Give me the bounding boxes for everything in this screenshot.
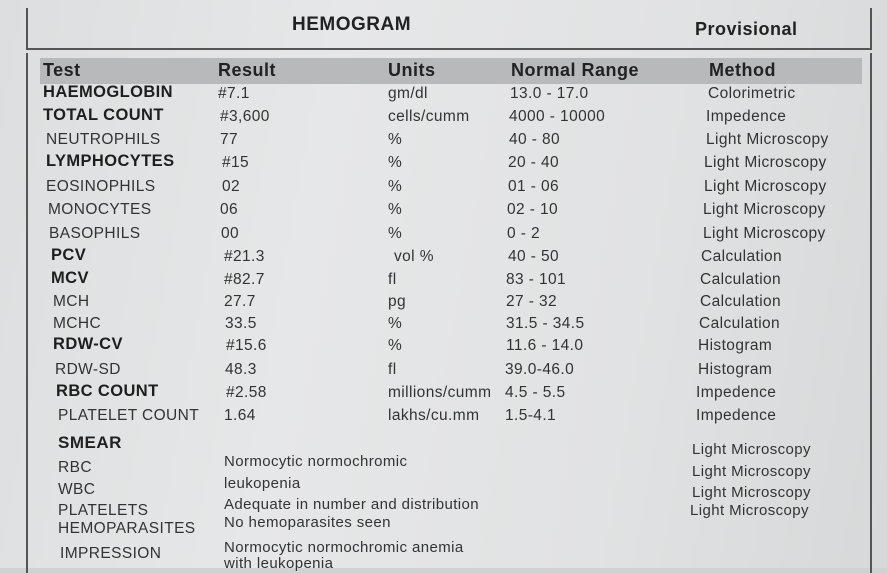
row-units: % — [388, 154, 403, 171]
row-result: 1.64 — [224, 407, 256, 424]
row-result: #21.3 — [224, 248, 265, 265]
row-units: cells/cumm — [388, 108, 470, 125]
row-method: Histogram — [698, 361, 773, 378]
row-units: millions/cumm — [388, 384, 492, 401]
row-result: #82.7 — [224, 271, 265, 288]
row-units: % — [388, 315, 403, 332]
row-method: Impedence — [696, 384, 777, 401]
row-units: gm/dl — [388, 85, 428, 102]
row-result: 48.3 — [225, 361, 257, 378]
row-units: fl — [388, 361, 397, 378]
col-result: Result — [218, 60, 277, 80]
row-method: Calculation — [700, 271, 782, 288]
smear-value: No hemoparasites seen — [224, 514, 391, 531]
row-test: EOSINOPHILS — [46, 178, 156, 195]
row-test: RBC COUNT — [56, 382, 159, 400]
row-result: 33.5 — [225, 315, 257, 332]
row-test: BASOPHILS — [49, 225, 141, 242]
smear-method: Light Microscopy — [692, 484, 811, 501]
row-units: pg — [388, 293, 407, 310]
row-range: 40 - 80 — [509, 131, 561, 148]
row-test: RDW-CV — [53, 335, 123, 353]
smear-method: Light Microscopy — [692, 441, 811, 458]
row-test: PCV — [51, 246, 87, 264]
row-units: % — [388, 131, 403, 148]
row-result: #15 — [222, 154, 250, 171]
row-range: 83 - 101 — [506, 271, 567, 288]
report-title: HEMOGRAM — [292, 14, 412, 35]
row-range: 0 - 2 — [507, 225, 541, 242]
row-test: RDW-SD — [55, 361, 121, 378]
row-test: MCHC — [53, 315, 102, 332]
row-test: MCH — [53, 293, 90, 310]
row-range: 02 - 10 — [507, 201, 559, 218]
row-range: 20 - 40 — [508, 154, 560, 171]
col-test: Test — [43, 60, 81, 80]
row-range: 4.5 - 5.5 — [505, 384, 566, 401]
row-result: 77 — [220, 131, 239, 148]
smear-label: HEMOPARASITES — [58, 520, 196, 537]
report-status: Provisional — [695, 19, 798, 39]
row-result: #3,600 — [220, 108, 270, 125]
row-test: MONOCYTES — [48, 201, 152, 218]
row-method: Light Microscopy — [703, 225, 826, 242]
row-result: 06 — [220, 201, 239, 218]
col-range: Normal Range — [511, 60, 640, 80]
row-method: Impedence — [706, 108, 787, 125]
row-range: 01 - 06 — [508, 178, 560, 195]
row-method: Calculation — [699, 315, 781, 332]
row-range: 11.6 - 14.0 — [506, 337, 584, 354]
row-units: % — [388, 178, 403, 195]
smear-label: PLATELETS — [58, 502, 149, 519]
row-test: PLATELET COUNT — [58, 407, 200, 424]
row-test: MCV — [51, 269, 89, 287]
row-range: 13.0 - 17.0 — [510, 85, 589, 102]
row-method: Light Microscopy — [704, 178, 827, 195]
col-method: Method — [709, 60, 776, 80]
smear-value: Adequate in number and distribution — [224, 496, 479, 513]
row-range: 39.0-46.0 — [505, 361, 575, 378]
row-test: LYMPHOCYTES — [46, 152, 175, 170]
row-method: Impedence — [696, 407, 777, 424]
smear-label: WBC — [58, 481, 96, 498]
smear-value: leukopenia — [224, 475, 301, 492]
row-range: 27 - 32 — [506, 293, 558, 310]
smear-method: Light Microscopy — [690, 502, 809, 519]
row-range: 1.5-4.1 — [505, 407, 557, 424]
smear-method: Light Microscopy — [692, 463, 811, 480]
smear-label: IMPRESSION — [60, 545, 162, 562]
smear-value: Normocytic normochromic anemia — [224, 539, 464, 556]
smear-label: RBC — [58, 459, 92, 476]
row-method: Light Microscopy — [703, 201, 826, 218]
row-result: 02 — [222, 178, 241, 195]
row-range: 4000 - 10000 — [509, 108, 606, 125]
row-method: Histogram — [698, 337, 773, 354]
row-units: vol % — [394, 248, 434, 265]
row-units: fl — [388, 271, 397, 288]
row-result: 00 — [221, 225, 240, 242]
col-units: Units — [388, 60, 436, 80]
row-range: 40 - 50 — [508, 248, 560, 265]
row-range: 31.5 - 34.5 — [506, 315, 585, 332]
row-units: % — [388, 201, 403, 218]
row-method: Calculation — [701, 248, 783, 265]
smear-title: SMEAR — [58, 433, 122, 452]
row-units: lakhs/cu.mm — [388, 407, 480, 424]
row-result: #15.6 — [226, 337, 267, 354]
smear-value: Normocytic normochromic — [224, 453, 408, 470]
row-test: TOTAL COUNT — [43, 106, 164, 124]
row-result: 27.7 — [224, 293, 256, 310]
row-method: Light Microscopy — [704, 154, 827, 171]
row-result: #7.1 — [218, 85, 250, 102]
row-test: NEUTROPHILS — [46, 131, 161, 148]
row-method: Calculation — [700, 293, 782, 310]
row-test: HAEMOGLOBIN — [43, 83, 173, 101]
row-units: % — [388, 337, 403, 354]
row-result: #2.58 — [226, 384, 267, 401]
smear-value-line2: with leukopenia — [224, 555, 334, 572]
row-units: % — [388, 225, 403, 242]
row-method: Colorimetric — [708, 85, 796, 102]
row-method: Light Microscopy — [706, 131, 829, 148]
